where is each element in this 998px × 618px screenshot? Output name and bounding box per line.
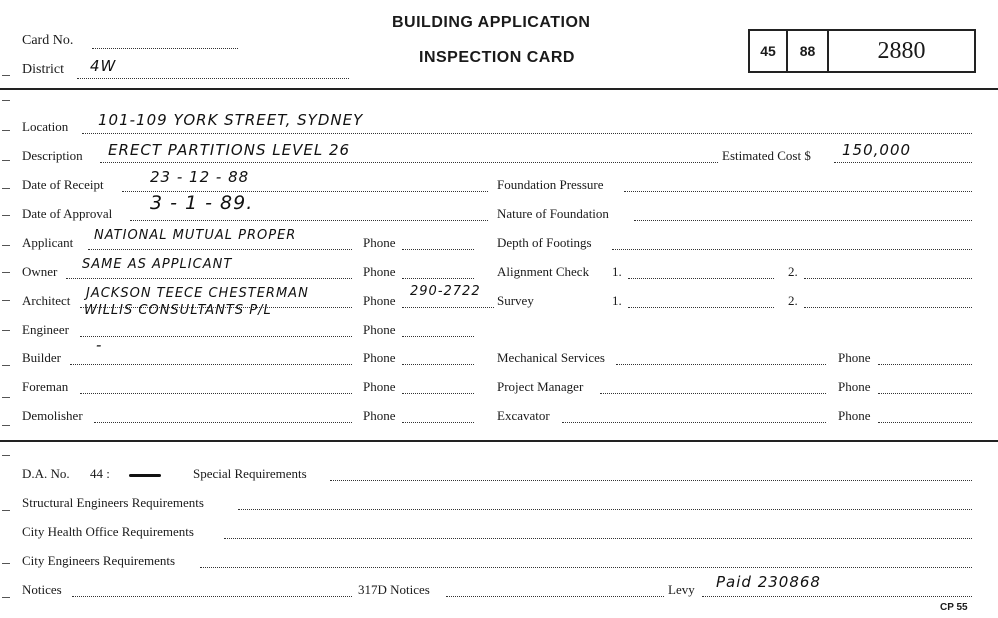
- alignment-check-item-1: 1.: [612, 264, 622, 279]
- excavator-line: [562, 422, 826, 423]
- builder-line: [70, 364, 352, 365]
- notices-317d-line: [446, 596, 664, 597]
- notices-317d-label: 317D Notices: [358, 582, 430, 597]
- card-number-box-3: 2880: [827, 29, 976, 73]
- engineer-phone-label: Phone: [363, 322, 396, 337]
- health-requirements-label: City Health Office Requirements: [22, 524, 194, 539]
- builder-phone-label: Phone: [363, 350, 396, 365]
- alignment-check-line-2: [804, 278, 972, 279]
- demolisher-phone-line: [402, 422, 474, 423]
- da-no-label: D.A. No.: [22, 466, 70, 481]
- foreman-label: Foreman: [22, 379, 69, 394]
- city-engineers-requirements-label: City Engineers Requirements: [22, 553, 176, 568]
- owner-label: Owner: [22, 264, 58, 279]
- mechanical-services-phone-label: Phone: [838, 350, 871, 365]
- alignment-check-item-2: 2.: [788, 264, 798, 279]
- engineer-value: WILLIS CONSULTANTS P/L: [84, 303, 272, 318]
- mechanical-services-line: [616, 364, 826, 365]
- da-no-dash-mark: [129, 474, 161, 477]
- project-manager-phone-label: Phone: [838, 379, 871, 394]
- special-requirements-line: [330, 480, 972, 481]
- alignment-check-label: Alignment Check: [497, 264, 590, 279]
- architect-phone-label: Phone: [363, 293, 396, 308]
- nature-of-foundation-label: Nature of Foundation: [497, 206, 609, 221]
- architect-phone-line: [402, 307, 494, 308]
- applicant-phone-line: [402, 249, 474, 250]
- excavator-phone-label: Phone: [838, 408, 871, 423]
- levy-line: [702, 596, 972, 597]
- demolisher-label: Demolisher: [22, 408, 83, 423]
- applicant-value: NATIONAL MUTUAL PROPER: [94, 228, 297, 243]
- builder-value: -: [96, 336, 103, 354]
- da-no-value: 44 :: [90, 466, 110, 481]
- mechanical-services-phone-line: [878, 364, 972, 365]
- city-engineers-requirements-line: [200, 567, 972, 568]
- card-number-box-1: 45: [748, 29, 788, 73]
- date-of-receipt-value: 23 - 12 - 88: [150, 168, 250, 186]
- demolisher-phone-label: Phone: [363, 408, 396, 423]
- mechanical-services-label: Mechanical Services: [497, 350, 605, 365]
- alignment-check-line-1: [628, 278, 774, 279]
- engineer-line: [80, 336, 352, 337]
- date-of-approval-label: Date of Approval: [22, 206, 113, 221]
- title-line-2: INSPECTION CARD: [419, 49, 575, 66]
- foundation-pressure-label: Foundation Pressure: [497, 177, 604, 192]
- structural-requirements-label: Structural Engineers Requirements: [22, 495, 204, 510]
- foundation-pressure-line: [624, 191, 972, 192]
- card-no-label: Card No.: [22, 33, 74, 48]
- location-value: 101-109 YORK STREET, SYDNEY: [98, 111, 364, 129]
- project-manager-phone-line: [878, 393, 972, 394]
- levy-value: Paid 230868: [716, 573, 821, 591]
- form-code: CP 55: [940, 602, 968, 613]
- project-manager-line: [600, 393, 826, 394]
- date-of-receipt-label: Date of Receipt: [22, 177, 104, 192]
- district-label: District: [22, 62, 64, 77]
- survey-line-1: [628, 307, 774, 308]
- applicant-phone-label: Phone: [363, 235, 396, 250]
- survey-item-1: 1.: [612, 293, 622, 308]
- description-value: ERECT PARTITIONS LEVEL 26: [108, 141, 351, 159]
- section-divider: [0, 440, 998, 442]
- owner-line: [66, 278, 352, 279]
- estimated-cost-line: [834, 162, 972, 163]
- demolisher-line: [94, 422, 352, 423]
- notices-line: [72, 596, 352, 597]
- district-value: 4W: [90, 57, 117, 75]
- description-label: Description: [22, 148, 83, 163]
- nature-of-foundation-line: [634, 220, 972, 221]
- date-of-approval-line: [130, 220, 488, 221]
- foreman-phone-line: [402, 393, 474, 394]
- title-line-1: BUILDING APPLICATION: [392, 14, 591, 31]
- engineer-label: Engineer: [22, 322, 69, 337]
- estimated-cost-value: 150,000: [842, 141, 912, 159]
- levy-label: Levy: [668, 582, 695, 597]
- excavator-label: Excavator: [497, 408, 550, 423]
- depth-of-footings-line: [612, 249, 972, 250]
- foreman-line: [80, 393, 352, 394]
- notices-label: Notices: [22, 582, 62, 597]
- project-manager-label: Project Manager: [497, 379, 584, 394]
- owner-phone-line: [402, 278, 474, 279]
- excavator-phone-line: [878, 422, 972, 423]
- structural-requirements-line: [238, 509, 972, 510]
- survey-label: Survey: [497, 293, 534, 308]
- depth-of-footings-label: Depth of Footings: [497, 235, 592, 250]
- district-line: [77, 78, 349, 79]
- description-line: [100, 162, 718, 163]
- survey-line-2: [804, 307, 972, 308]
- date-of-approval-value: 3 - 1 - 89.: [150, 192, 254, 214]
- architect-value: JACKSON TEECE CHESTERMAN: [86, 286, 309, 301]
- health-requirements-line: [224, 538, 972, 539]
- special-requirements-label: Special Requirements: [193, 466, 307, 481]
- card-number-box-2: 88: [786, 29, 829, 73]
- builder-label: Builder: [22, 350, 61, 365]
- location-label: Location: [22, 119, 69, 134]
- header-divider: [0, 88, 998, 90]
- architect-label: Architect: [22, 293, 71, 308]
- estimated-cost-label: Estimated Cost $: [722, 148, 811, 163]
- card-no-line: [92, 48, 238, 49]
- applicant-line: [88, 249, 352, 250]
- foreman-phone-label: Phone: [363, 379, 396, 394]
- builder-phone-line: [402, 364, 474, 365]
- owner-phone-label: Phone: [363, 264, 396, 279]
- engineer-phone-line: [402, 336, 474, 337]
- architect-phone-value: 290-2722: [410, 284, 481, 299]
- location-line: [82, 133, 972, 134]
- applicant-label: Applicant: [22, 235, 74, 250]
- owner-value: SAME AS APPLICANT: [82, 257, 233, 272]
- survey-item-2: 2.: [788, 293, 798, 308]
